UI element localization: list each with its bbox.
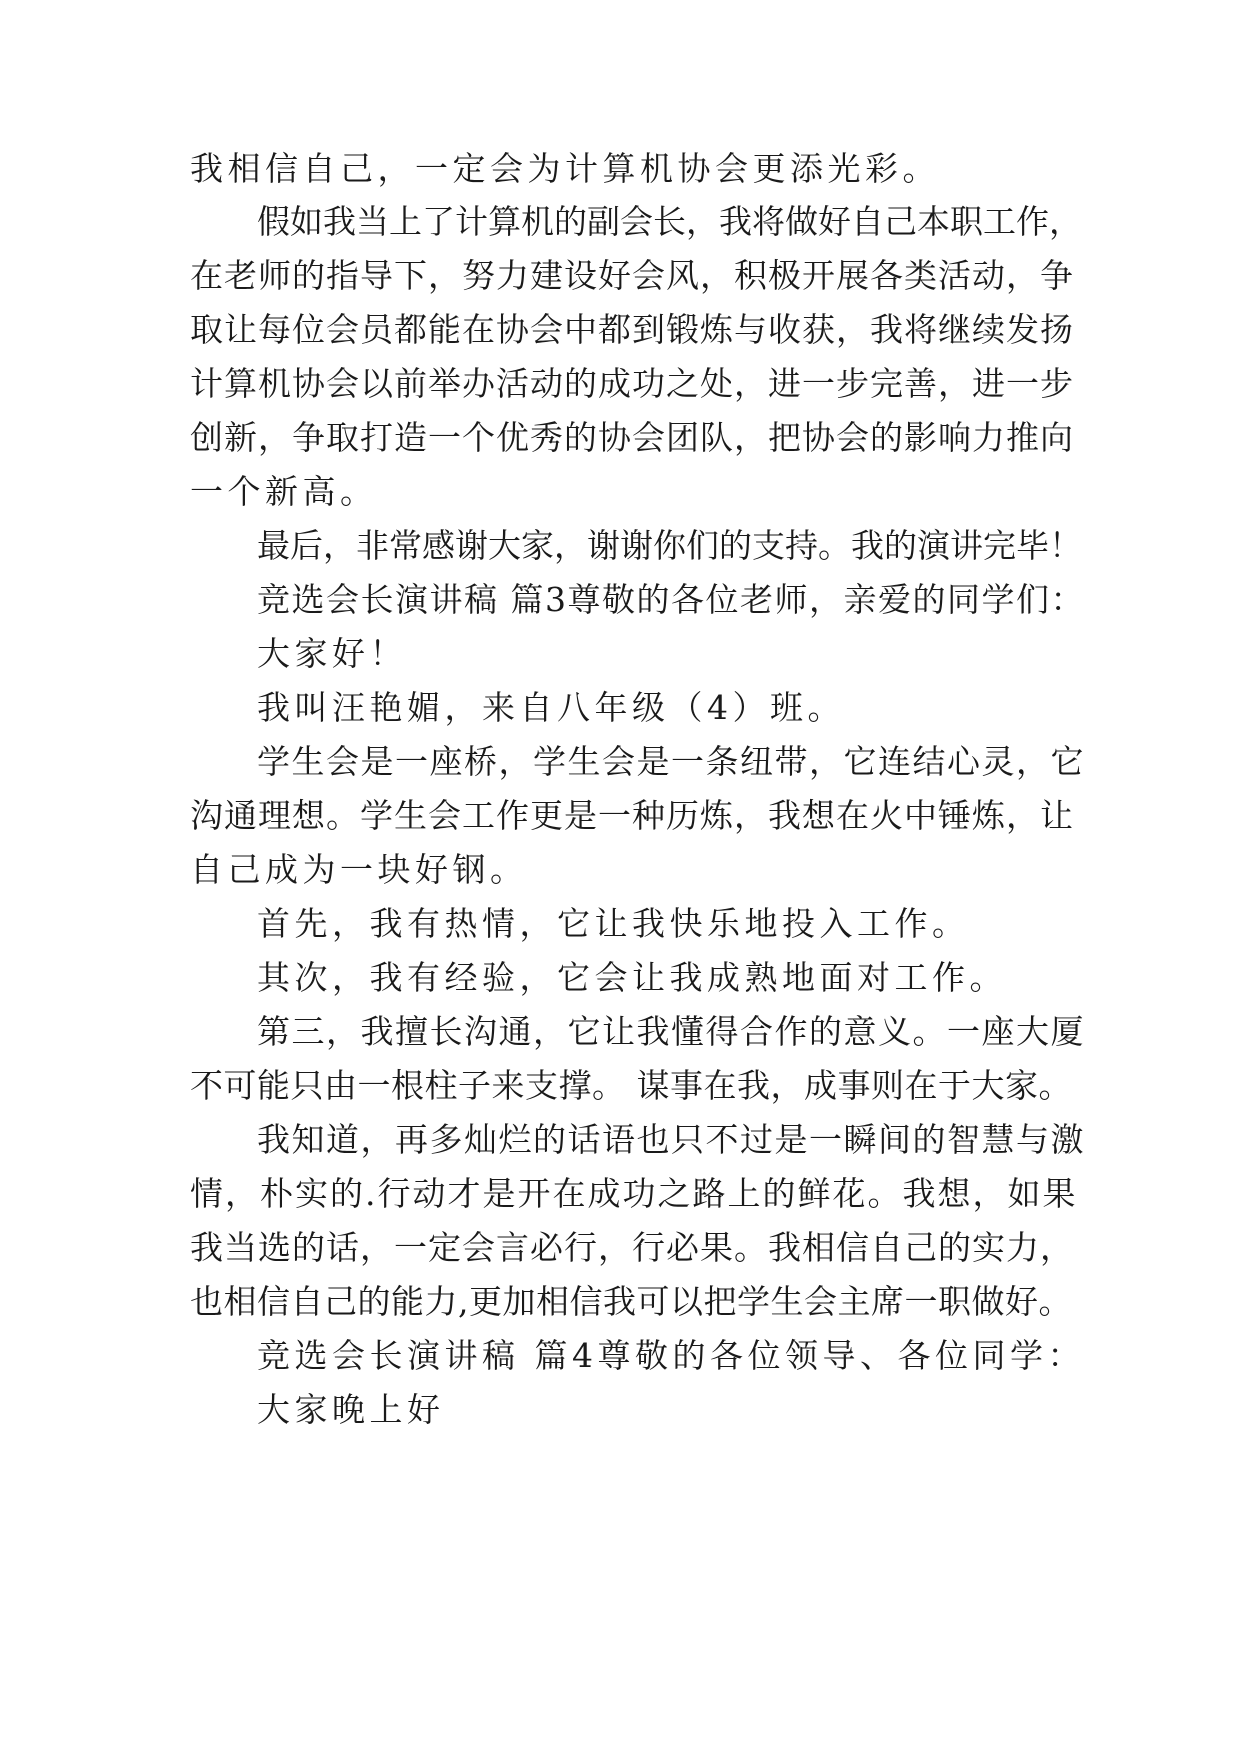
text-line: 学生会是一座桥，学生会是一条纽带，它连结心灵，它 — [257, 742, 1085, 781]
text-line: 假如我当上了计算机的副会长，我将做好自己本职工作， — [257, 202, 1082, 241]
text-line: 首先，我有热情，它让我快乐地投入工作。 — [257, 904, 970, 943]
text-line: 在老师的指导下，努力建设好会风，积极开展各类活动，争 — [190, 256, 1074, 295]
greeting-line: 大家好！ — [257, 634, 407, 673]
text-line: 我知道，再多灿烂的话语也只不过是一瞬间的智慧与激 — [257, 1120, 1085, 1159]
text-line: 最后，非常感谢大家，谢谢你们的支持。我的演讲完毕！ — [257, 526, 1082, 565]
text-line: 计算机协会以前举办活动的成功之处，进一步完善，进一步 — [190, 364, 1074, 403]
text-line: 其次，我有经验，它会让我成熟地面对工作。 — [257, 958, 1007, 997]
section-heading-line: 竞选会长演讲稿 篇3尊敬的各位老师，亲爱的同学们： — [257, 580, 1085, 619]
text-line: 我当选的话，一定会言必行，行必果。我相信自己的实力， — [190, 1228, 1074, 1267]
text-line: 我相信自己，一定会为计算机协会更添光彩。 — [190, 149, 940, 188]
text-line: 自己成为一块好钢。 — [190, 850, 528, 889]
text-line: 创新，争取打造一个优秀的协会团队，把协会的影响力推向 — [190, 418, 1074, 457]
text-line: 也相信自己的能力,更加相信我可以把学生会主席一职做好。 — [190, 1282, 1072, 1321]
section-heading-line: 竞选会长演讲稿 篇4尊敬的各位领导、各位同学： — [257, 1336, 1085, 1375]
text-line: 沟通理想。学生会工作更是一种历炼，我想在火中锤炼，让 — [190, 796, 1074, 835]
text-line: 我叫汪艳媚，来自八年级（4）班。 — [257, 688, 845, 727]
text-line: 一个新高。 — [190, 472, 378, 511]
text-line: 不可能只由一根柱子来支撑。 谋事在我，成事则在于大家。 — [190, 1066, 1072, 1105]
text-line: 第三，我擅长沟通，它让我懂得合作的意义。一座大厦 — [257, 1012, 1085, 1051]
text-line: 情，朴实的.行动才是开在成功之路上的鲜花。我想，如果 — [190, 1174, 1078, 1213]
text-line: 取让每位会员都能在协会中都到锻炼与收获，我将继续发扬 — [190, 310, 1074, 349]
greeting-line: 大家晚上好 — [257, 1390, 445, 1429]
